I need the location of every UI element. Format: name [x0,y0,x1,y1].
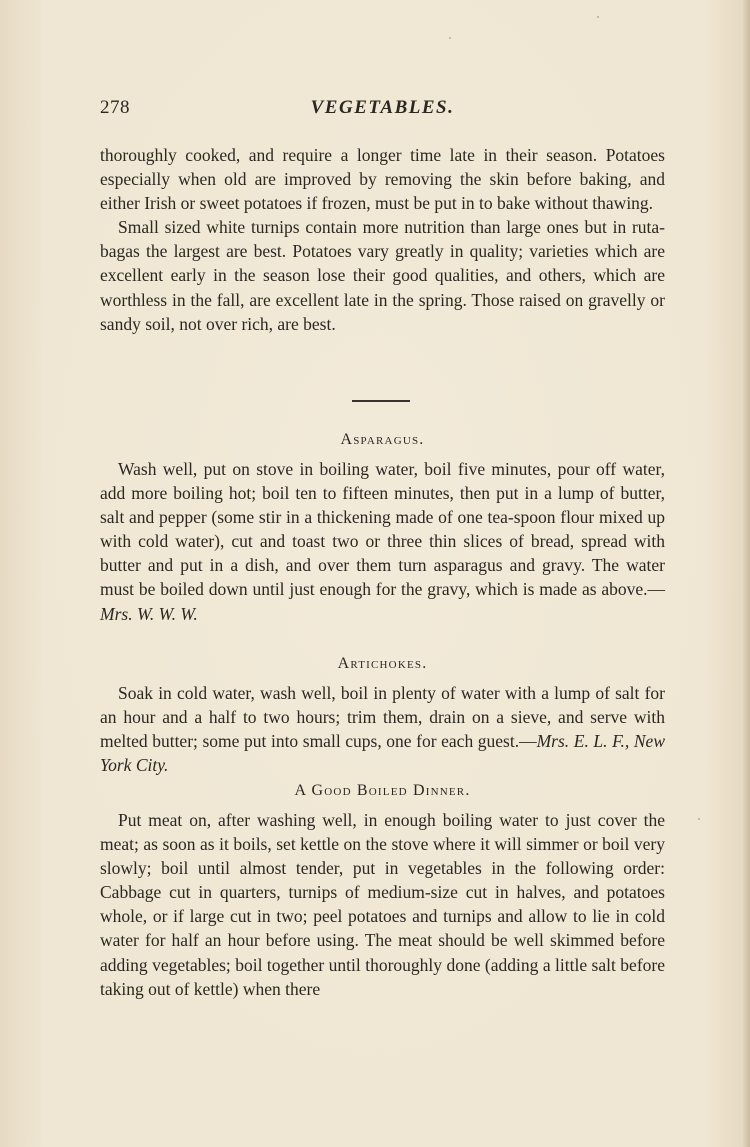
recipe-text-boiled-dinner: Put meat on, after washing well, in enough boiling water to just cover the meat; as soon as it boils, set kettle on the stove where it will simmer or boil very slowly; boil until almost tender, put in vegetables in the following order: Cabbage cut in quarters, turnips of medium-size cut in halves, and potatoes whole, or if large cut in two; peel potatoes and turnips and allow to lie in cold water for half an hour before using. The meat should be well skimmed before adding vegetables; boil together until thoroughly done (adding a little salt before taking out of kettle) when there [100,810,665,999]
intro-continuation-paragraph: thoroughly cooked, and require a longer time late in their season. Potatoes especially when old are improved by removing the skin before baking, and either Irish or sweet potatoes if frozen, must be put in to bake without thawing. [100,145,665,214]
recipe-title-asparagus: Asparagus. [340,431,425,448]
paper-speck [449,37,451,39]
page-edge-shadow [742,0,750,1147]
page-header [100,97,665,125]
recipe-text-asparagus [100,457,665,626]
intro-section [100,143,665,336]
recipe-text-artichokes [100,681,665,777]
running-head: VEGETABLES. [310,97,455,118]
section-divider [352,400,410,402]
recipe-credit: Mrs. E. L. F., New York City. [100,731,665,776]
recipe-body-boiled-dinner [100,808,665,1001]
intro-paragraph: Small sized white turnips contain more nutrition than large ones but in ruta-bagas the largest are best. Potatoes vary greatly in quality; varieties which are excellent early in the season lose their good qualities, and others, which are worthless in the fall, are excellent late in the spring. Those raised on gravelly or sandy soil, not over rich, are best. [100,217,665,334]
paper-speck [698,818,700,820]
paper-speck [597,16,599,18]
recipe-credit: Mrs. W. W. W. [100,603,198,624]
recipe-instructions: Wash well, put on stove in boiling water, boil five minutes, pour off water, add more boiling hot; boil ten to fifteen minutes, then put in a lump of butter, salt and pepper (some stir in a thickening made of one tea-spoon flour mixed up with cold water), cut and toast two or three thin slices of bread, spread with butter and put in a dish, and over them turn asparagus and gravy. The water must be boiled down until just enough for the gravy, which is made as above.— [100,459,665,600]
recipe-title-artichokes: Artichokes. [337,655,428,672]
recipe-body-artichokes [100,681,665,777]
recipe-title-boiled-dinner: A Good Boiled Dinner. [294,782,471,799]
recipe-body-asparagus [100,457,665,626]
recipe-instructions: Soak in cold water, wash well, boil in plenty of water with a lump of salt for an hour and a half to two hours; trim them, drain on a sieve, and serve with melted butter; some put into small cups, one for each guest.— [100,683,665,752]
page-number: 278 [100,97,130,118]
